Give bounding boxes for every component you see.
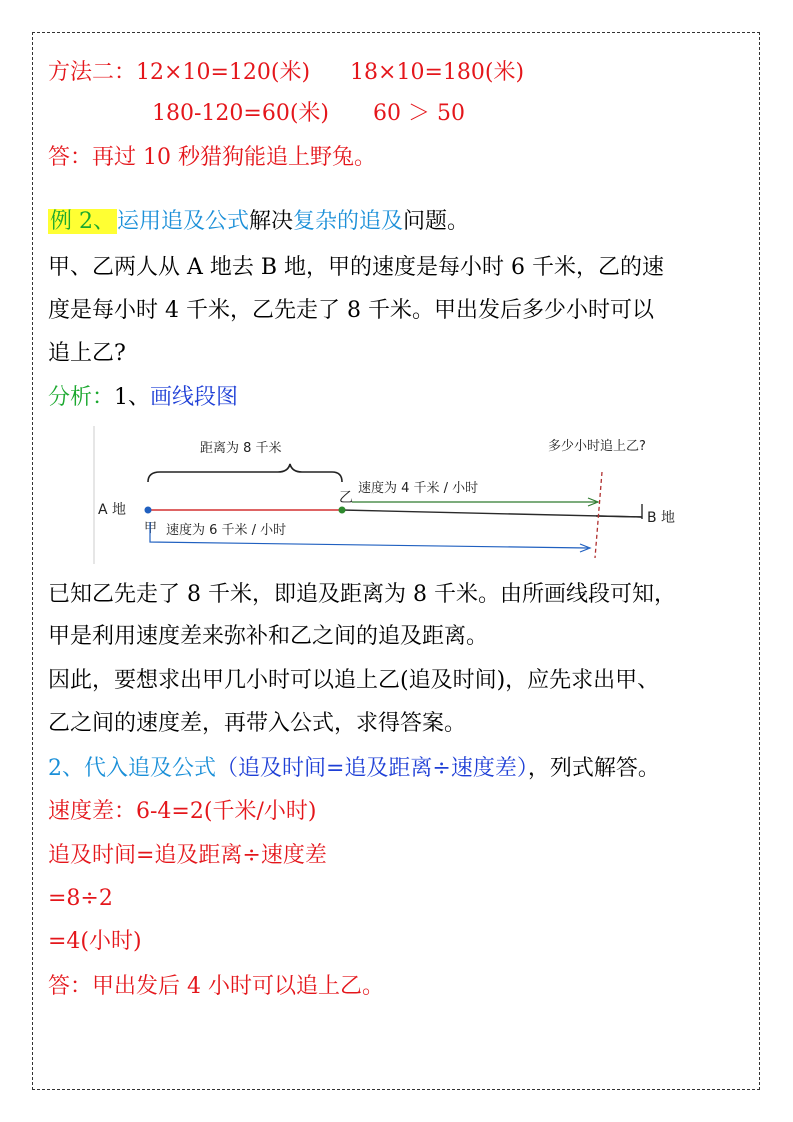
yi-speed-label: 速度为 4 千米 / 小时 xyxy=(358,481,479,496)
a-label: A 地 xyxy=(98,502,127,518)
step1-num: 1、 xyxy=(114,385,151,410)
example2-title xyxy=(48,207,469,237)
solution-line-1: 速度差：6-4=2(千米/小时) xyxy=(48,799,317,824)
method2-eq1: 12×10=120(米) xyxy=(136,60,311,85)
method2-answer: 答：再过 10 秒猎狗能追上野兔。 xyxy=(48,145,376,170)
step2-a: 2、代入追及公式 xyxy=(48,756,216,781)
method2-eq2: 18×10=180(米) xyxy=(350,60,525,85)
explanation-line-2: 甲是利用速度差来弥补和乙之间的追及距离。 xyxy=(48,624,489,649)
solution-line-4: =4(小时) xyxy=(48,929,142,954)
solution-line-3: =8÷2 xyxy=(48,886,113,911)
example2-title-d: 问题。 xyxy=(403,209,470,234)
problem-line-3: 追上乙? xyxy=(48,341,126,366)
example2-title-a: 运用追及公式 xyxy=(117,209,250,234)
segment-diagram xyxy=(90,424,710,570)
analysis-step1 xyxy=(48,383,238,413)
problem-line-2: 度是每小时 4 千米，乙先走了 8 千米。甲出发后多少小时可以 xyxy=(48,298,654,323)
question-label: 多少小时追上乙? xyxy=(548,439,646,454)
jia-label: 甲 xyxy=(144,521,158,536)
method2-line2 xyxy=(152,99,465,129)
explanation-line-1: 已知乙先走了 8 千米，即追及距离为 8 千米。由所画线段可知， xyxy=(48,582,676,607)
analysis-label: 分析： xyxy=(48,385,115,410)
method2-eq3: 180-120=60(米) xyxy=(152,101,330,126)
step2-line xyxy=(48,754,660,784)
solution-line-2: 追及时间=追及距离÷速度差 xyxy=(48,843,327,868)
b-label: B 地 xyxy=(647,510,676,526)
step1-text: 画线段图 xyxy=(150,385,239,410)
meeting-dashed-line xyxy=(595,472,602,558)
segment-end xyxy=(596,516,642,517)
solution-answer: 答：甲出发后 4 小时可以追上乙。 xyxy=(48,974,384,999)
method2-label: 方法二： xyxy=(48,60,137,85)
step2-b: （追及时间=追及距离÷速度差） xyxy=(216,756,528,781)
method2-eq4: 60 ＞ 50 xyxy=(373,101,465,126)
explanation-line-3: 因此，要想求出甲几小时可以追上乙(追及时间)，应先求出甲、 xyxy=(48,668,660,693)
example2-tag: 例 2、 xyxy=(50,209,115,234)
example2-title-b: 解决 xyxy=(249,209,294,234)
yi-label: 乙 xyxy=(339,490,353,506)
distance-label: 距离为 8 千米 xyxy=(200,441,282,456)
jia-speed-label: 速度为 6 千米 / 小时 xyxy=(166,523,287,538)
step2-c: ，列式解答。 xyxy=(527,756,660,781)
method2-line1 xyxy=(48,58,524,88)
example2-title-c: 复杂的追及 xyxy=(293,209,404,234)
distance-brace xyxy=(148,464,342,482)
a-point xyxy=(145,507,152,514)
problem-line-1: 甲、乙两人从 A 地去 B 地，甲的速度是每小时 6 千米，乙的速 xyxy=(48,255,665,280)
explanation-line-4: 乙之间的速度差，再带入公式，求得答案。 xyxy=(48,711,467,736)
yi-point xyxy=(339,507,346,514)
